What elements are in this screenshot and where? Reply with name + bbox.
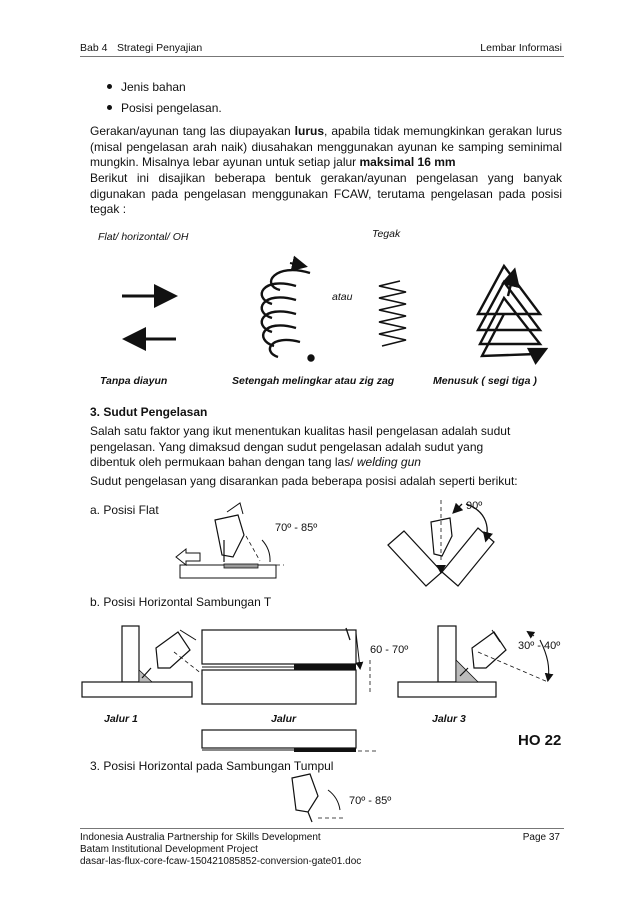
footer-filename: dasar-las-flux-core-fcaw-150421085852-conversion-gate01.doc xyxy=(80,856,362,867)
header-chapter: Bab 4 xyxy=(80,42,108,54)
butt-joint xyxy=(202,730,378,822)
text-span: Salah satu faktor yang ikut menentukan kualitas hasil pengelasan adalah sudut pengelasan. Yang dimaksud dengan sudut pengelasan adalah sudut yang dibentuk oleh permukaan bahan dengan tang las/ xyxy=(90,424,511,469)
caption-setengah-melingkar: Setengah melingkar atau zig zag xyxy=(232,375,395,387)
bullet-item: Jenis bahan xyxy=(121,80,186,94)
angle-tumpul: 70º - 85º xyxy=(349,795,392,807)
footer-project: Batam Institutional Development Project xyxy=(80,844,258,855)
header-right: Lembar Informasi xyxy=(480,42,562,54)
footer-page: Page 37 xyxy=(522,832,560,843)
flat-torch-left xyxy=(176,503,284,578)
t-joint-jalur-2 xyxy=(202,628,370,704)
label-jalur-3: Jalur 3 xyxy=(432,713,466,725)
t-joint-jalur-3 xyxy=(398,626,549,697)
text-span: Gerakan/ayunan tang las diupayakan xyxy=(90,124,295,138)
footer-rule xyxy=(80,828,564,829)
text-span: , apabila tidak memungkinkan gerakan lurus (misal pengelasan arah naik) diusahakan menggunakan ayunan ke samping seminimal mungkin. Misalnya lebar ayunan untuk setiap jalur xyxy=(90,124,562,169)
bullet-item: Posisi pengelasan. xyxy=(121,101,222,115)
bold-max: maksimal 16 mm xyxy=(359,155,456,169)
straight-arrows xyxy=(122,296,176,339)
t-joint-jalur-1 xyxy=(82,626,212,697)
bold-lurus: lurus xyxy=(294,124,325,138)
angle-flat: 70º - 85º xyxy=(275,522,318,534)
handout-number: HO 22 xyxy=(518,732,562,749)
crescent-weave xyxy=(262,263,314,361)
label-jalur-1: Jalur 1 xyxy=(104,713,138,725)
header-section: Strategi Penyajian xyxy=(117,42,203,54)
footer-org: Indonesia Australia Partnership for Skills Development xyxy=(80,832,321,843)
label-jalur: Jalur xyxy=(271,713,297,725)
label-atau: atau xyxy=(332,291,353,303)
label-posisi-flat: a. Posisi Flat xyxy=(90,503,159,517)
angle-30-40: 30º - 40º xyxy=(518,640,561,652)
italic-welding-gun: welding gun xyxy=(356,455,421,469)
angle-90: 90º xyxy=(466,500,483,512)
flat-torch-right xyxy=(388,500,494,586)
triangle-weave xyxy=(478,266,544,356)
label-flat: Flat/ horizontal/ OH xyxy=(98,231,189,243)
angle-60-70: 60 - 70º xyxy=(370,644,409,656)
label-tegak: Tegak xyxy=(372,228,401,240)
caption-menusuk: Menusuk ( segi tiga ) xyxy=(433,375,537,387)
label-posisi-tumpul: 3. Posisi Horizontal pada Sambungan Tumpul xyxy=(90,759,334,773)
section-heading: 3. Sudut Pengelasan xyxy=(90,405,208,419)
caption-tanpa-diayun: Tanpa diayun xyxy=(100,375,168,387)
paragraph-forms: Berikut ini disajikan beberapa bentuk gerakan/ayunan pengelasan yang banyak digunakan pada pengelasan menggunakan FCAW, terutama pengelasan pada posisi tegak : xyxy=(90,171,562,216)
label-posisi-horizontal-t: b. Posisi Horizontal Sambungan T xyxy=(90,595,272,609)
zigzag-weave xyxy=(379,281,406,346)
paragraph-recommended: Sudut pengelasan yang disarankan pada beberapa posisi adalah seperti berikut: xyxy=(90,474,518,488)
